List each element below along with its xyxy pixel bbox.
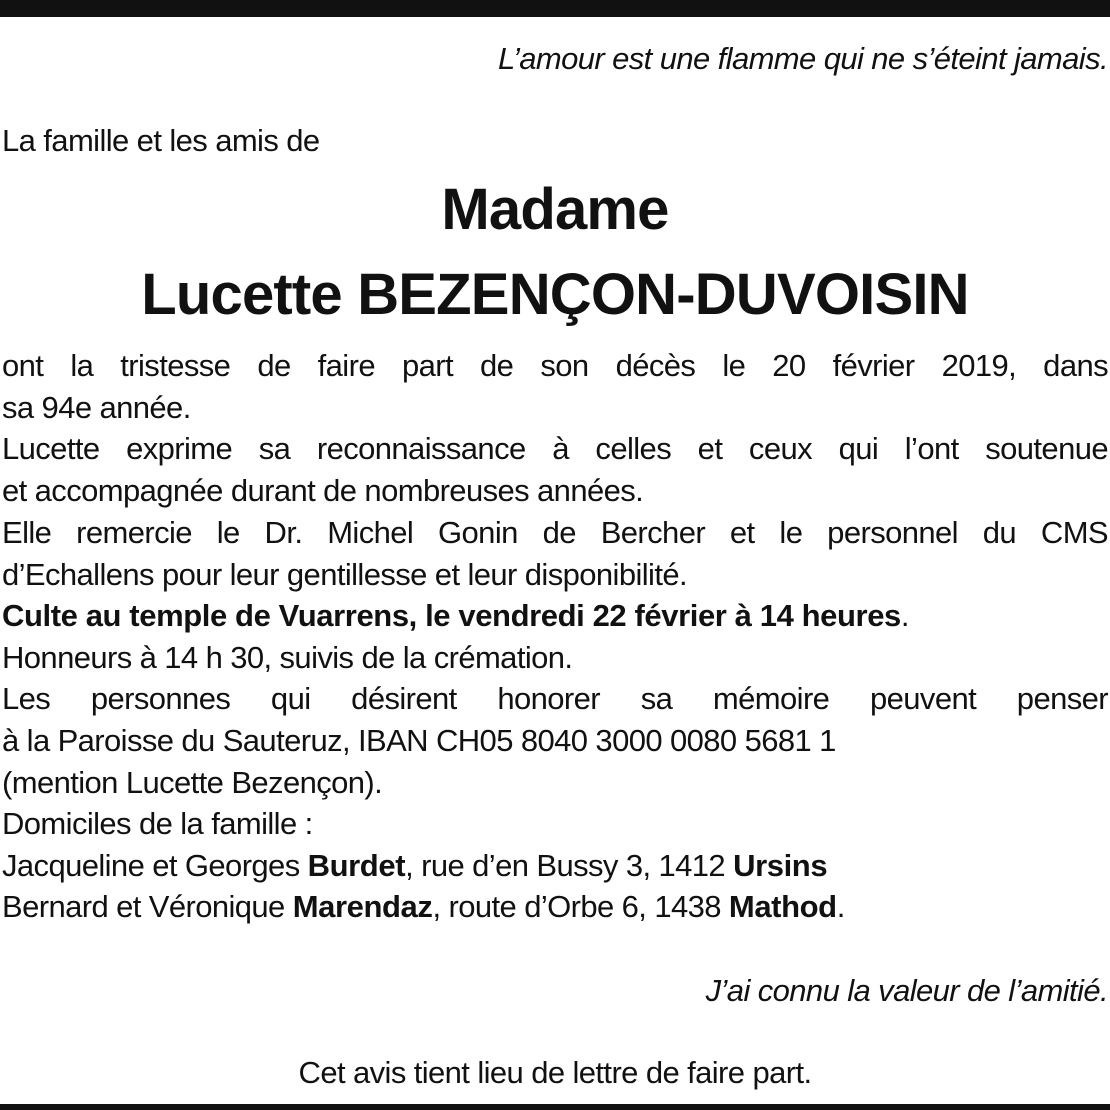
domicile-first-names: Jacqueline et Georges	[2, 848, 308, 883]
honours-line: Honneurs à 14 h 30, suivis de la crémation.	[2, 640, 573, 675]
ceremony-details: Culte au temple de Vuarrens, le vendredi 22 février à 14 heures	[2, 598, 901, 633]
domicile-surname: Burdet	[307, 848, 406, 883]
donation-line-3: (mention Lucette Bezençon).	[2, 765, 383, 800]
epigraph-bottom: J’ai connu la valeur de l’amitié.	[705, 973, 1108, 1008]
deceased-title: Madame	[441, 177, 669, 242]
donation-line-2: à la Paroisse du Sauteruz, IBAN CH05 8040 3000 0080 5681 1	[2, 723, 836, 758]
domicile-town: Ursins	[733, 848, 828, 883]
footer-note: Cet avis tient lieu de lettre de faire part.	[298, 1055, 812, 1090]
domicile-end: .	[836, 889, 845, 924]
thanks-line-1: Elle remercie le Dr. Michel Gonin de Bercher et le personnel du CMS	[2, 515, 1108, 550]
top-border-rule	[0, 0, 1110, 17]
announcement-line-1: ont la tristesse de faire part de son décès le 20 février 2019, dans	[2, 348, 1108, 383]
donation-line-1: Les personnes qui désirent honorer sa mémoire peuvent penser	[2, 681, 1108, 716]
intro-text: La famille et les amis de	[2, 123, 320, 158]
domicile-address: , rue d’en Bussy 3, 1412	[405, 848, 734, 883]
bottom-border-rule	[0, 1104, 1110, 1110]
ceremony-period: .	[900, 598, 909, 633]
deceased-name: Lucette BEZENÇON-DUVOISIN	[141, 262, 969, 327]
epigraph-top: L’amour est une flamme qui ne s’éteint jamais.	[498, 41, 1108, 76]
domicile-entry	[2, 845, 1108, 887]
domicile-town: Mathod	[728, 889, 837, 924]
domicile-address: , route d’Orbe 6, 1438	[432, 889, 729, 924]
domicile-entry	[2, 886, 1108, 928]
domicile-surname: Marendaz	[292, 889, 433, 924]
thanks-line-2: d’Echallens pour leur gentillesse et leur disponibilité.	[2, 557, 687, 592]
announcement-line-2: sa 94e année.	[2, 390, 191, 425]
domicile-first-names: Bernard et Véronique	[2, 889, 293, 924]
domiciles-label: Domiciles de la famille :	[2, 806, 313, 841]
gratitude-line-1: Lucette exprime sa reconnaissance à celles et ceux qui l’ont soutenue	[2, 431, 1108, 466]
ceremony-line	[2, 595, 1108, 637]
gratitude-line-2: et accompagnée durant de nombreuses années.	[2, 473, 644, 508]
